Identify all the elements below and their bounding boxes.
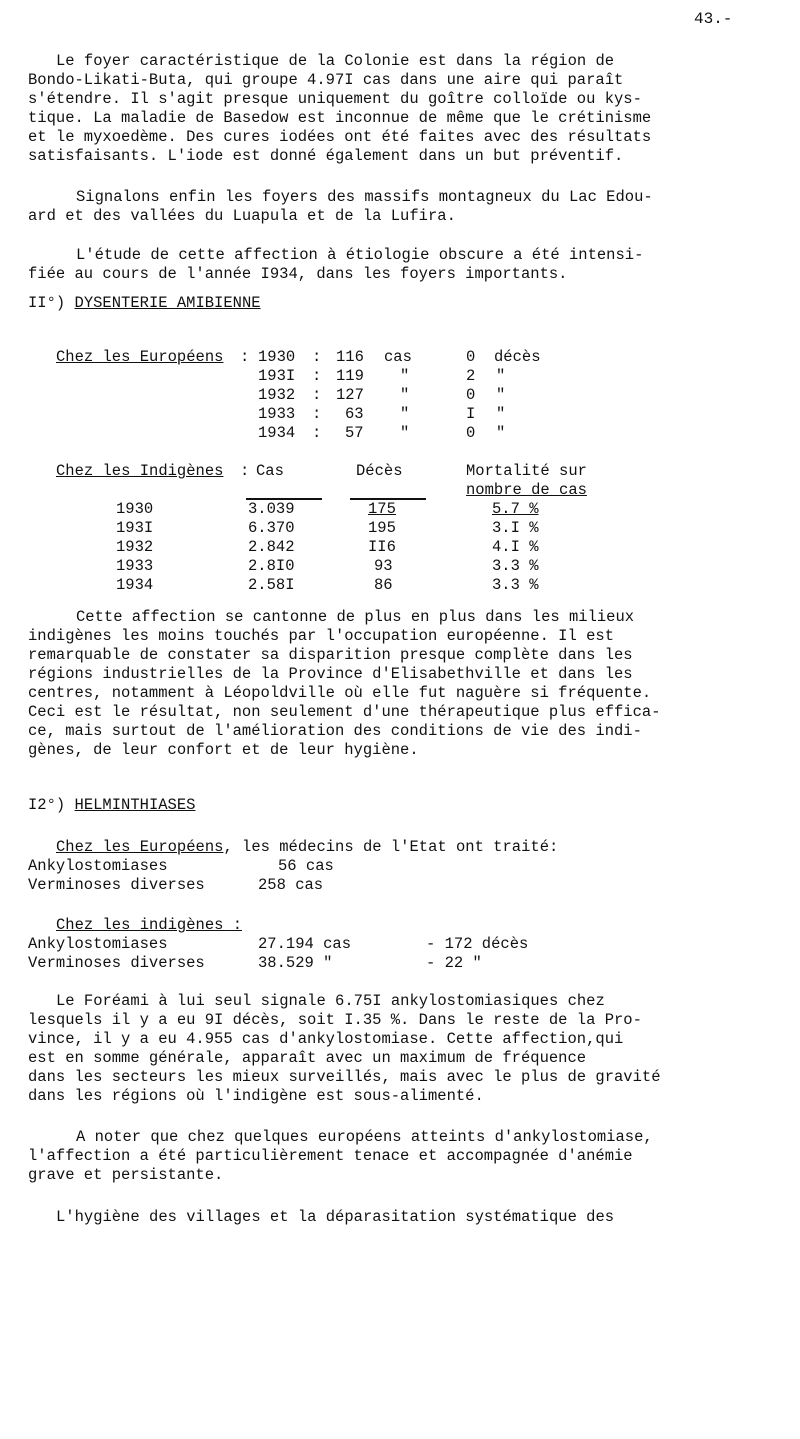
paragraph-european-cases: [28, 1128, 778, 1185]
year-cell: 1933: [116, 557, 154, 575]
section-number: II°): [28, 294, 66, 312]
section-number: I2°): [28, 796, 66, 814]
text-line: fiée au cours de l'année I934, dans les foyers importants.: [28, 265, 568, 283]
europeans-colon: :: [240, 348, 250, 366]
value-cell: 56 cas: [278, 857, 334, 875]
section-title: DYSENTERIE AMIBIENNE: [74, 294, 261, 312]
deaths-unit-cell: ": [496, 367, 506, 385]
year-cell: 1930: [258, 348, 296, 366]
paragraph-dysentery-discussion: [28, 608, 778, 760]
column-header-deaths: Décès: [356, 462, 403, 480]
indigenes-colon: :: [240, 462, 250, 480]
deaths-cell: - 172 décès: [426, 935, 529, 953]
europeans-intro-rest: , les médecins de l'Etat ont traité:: [223, 838, 559, 856]
deaths-unit-cell: ": [496, 405, 506, 423]
deaths-unit-cell: décès: [494, 348, 541, 366]
text-line: L'étude de cette affection à étiologie obscure a été intensi-: [76, 246, 644, 264]
cases-cell: 63: [345, 405, 364, 423]
rate-cell: 4.I %: [492, 538, 539, 556]
section-title: HELMINTHIASES: [74, 796, 196, 814]
paragraph-study: [28, 246, 778, 284]
paragraph-hygiene: [28, 1208, 778, 1227]
value-cell: 27.194 cas: [258, 935, 352, 953]
cases-cell: 127: [336, 386, 364, 404]
unit-cell: ": [400, 386, 410, 404]
cases-cell: 2.58I: [248, 576, 295, 594]
label-cell: Ankylostomiases: [28, 935, 168, 953]
text-line: et le myxoedème. Des cures iodées ont été faites avec des résultats: [28, 128, 652, 146]
section-heading-helminthiases: [28, 796, 195, 815]
text-line: l'affection a été particulièrement tenace et accompagnée d'anémie: [28, 1147, 633, 1165]
text-line: dans les régions où l'indigène est sous-alimenté.: [28, 1087, 484, 1105]
deaths-cell: 0: [466, 424, 476, 442]
unit-cell: ": [400, 424, 410, 442]
text-line: régions industrielles de la Province d'Elisabethville et dans les: [28, 665, 633, 683]
text-line: Le Foréami à lui seul signale 6.75I ankylostomiasiques chez: [56, 992, 605, 1010]
column-header-mortality-1: Mortalité sur: [466, 462, 587, 480]
europeans-intro-label: Chez les Européens: [56, 838, 224, 856]
deaths-cell: 93: [374, 557, 393, 575]
text-line: indigènes les moins touchés par l'occupation européenne. Il est: [28, 627, 614, 645]
label-cell: Verminoses diverses: [28, 954, 205, 972]
text-line: tique. La maladie de Basedow est inconnue de même que le crétinisme: [28, 109, 652, 127]
column-header-mortality-2: nombre de cas: [466, 481, 587, 499]
deaths-cell: 86: [374, 576, 393, 594]
rate-cell: 3.3 %: [492, 557, 539, 575]
paragraph-mountain-foyers: [28, 188, 778, 226]
deaths-cell: - 22 ": [426, 954, 482, 972]
year-cell: 1934: [116, 576, 154, 594]
paragraph-goitre-foyer: [28, 52, 778, 166]
text-line: est en somme générale, apparaît avec un maximum de fréquence: [28, 1049, 587, 1067]
text-line: ard et des vallées du Luapula et de la Lufira.: [28, 207, 456, 225]
year-cell: 1932: [258, 386, 296, 404]
page-number: 43.-: [694, 10, 733, 28]
text-line: remarquable de constater sa disparition presque complète dans les: [28, 646, 633, 664]
deaths-cell: II6: [368, 538, 396, 556]
rate-cell: 5.7 %: [492, 500, 539, 518]
deaths-cell: 175: [368, 500, 396, 518]
unit-cell: ": [400, 405, 410, 423]
year-cell: 193I: [258, 367, 296, 385]
colon-cell: :: [312, 424, 322, 442]
year-cell: 1934: [258, 424, 296, 442]
cases-cell: 2.842: [248, 538, 295, 556]
unit-cell: cas: [384, 348, 412, 366]
text-line: A noter que chez quelques européens atteints d'ankylostomiase,: [76, 1128, 653, 1146]
text-line: vince, il y a eu 4.955 cas d'ankylostomiase. Cette affection,qui: [28, 1030, 624, 1048]
deaths-cell: I: [466, 405, 476, 423]
cases-cell: 57: [345, 424, 364, 442]
label-cell: Ankylostomiases: [28, 857, 168, 875]
year-cell: 1932: [116, 538, 154, 556]
rate-cell: 3.I %: [492, 519, 539, 537]
cases-cell: 119: [336, 367, 364, 385]
text-line: s'étendre. Il s'agit presque uniquement du goître colloïde ou kys-: [28, 90, 642, 108]
year-cell: 1933: [258, 405, 296, 423]
colon-cell: :: [312, 405, 322, 423]
deaths-cell: 2: [466, 367, 476, 385]
deaths-unit-cell: ": [496, 386, 506, 404]
text-line: Bondo-Likati-Buta, qui groupe 4.97I cas dans une aire qui paraît: [28, 71, 624, 89]
deaths-unit-cell: ": [496, 424, 506, 442]
column-header-cases: Cas: [256, 462, 284, 480]
text-line: Cette affection se cantonne de plus en plus dans les milieux: [76, 608, 635, 626]
cases-cell: 116: [336, 348, 364, 366]
cases-cell: 3.039: [248, 500, 295, 518]
text-line: ce, mais surtout de l'amélioration des conditions de vie des indi-: [28, 722, 642, 740]
colon-cell: :: [312, 367, 322, 385]
deaths-cell: 195: [368, 519, 396, 537]
europeans-label: Chez les Européens: [56, 348, 224, 366]
colon-cell: :: [312, 386, 322, 404]
text-line: lesquels il y a eu 9I décès, soit I.35 %. Dans le reste de la Pro-: [28, 1011, 642, 1029]
year-cell: 193I: [116, 519, 154, 537]
cases-cell: 2.8I0: [248, 557, 295, 575]
section-heading-dysentery: [28, 294, 261, 313]
rate-cell: 3.3 %: [492, 576, 539, 594]
text-line: Le foyer caractéristique de la Colonie est dans la région de: [56, 52, 615, 70]
label-cell: Verminoses diverses: [28, 876, 205, 894]
colon-cell: :: [312, 348, 322, 366]
deaths-cell: 0: [466, 348, 476, 366]
text-line: dans les secteurs les mieux surveillés, mais avec le plus de gravité: [28, 1068, 661, 1086]
text-line: centres, notamment à Léopoldville où elle fut naguère si fréquente.: [28, 684, 652, 702]
text-line: satisfaisants. L'iode est donné également dans un but préventif.: [28, 147, 624, 165]
value-cell: 38.529 ": [258, 954, 333, 972]
indigenes-label: Chez les Indigènes: [56, 462, 224, 480]
value-cell: 258 cas: [258, 876, 324, 894]
text-line: gènes, de leur confort et de leur hygiène.: [28, 741, 419, 759]
text-line: Signalons enfin les foyers des massifs montagneux du Lac Edou-: [76, 188, 653, 206]
paragraph-foreami: [28, 992, 778, 1106]
text-line: L'hygiène des villages et la déparasitation systématique des: [56, 1208, 615, 1226]
cases-cell: 6.370: [248, 519, 295, 537]
text-line: grave et persistante.: [28, 1166, 224, 1184]
deaths-cell: 0: [466, 386, 476, 404]
indigenes-label: Chez les indigènes :: [56, 916, 243, 934]
text-line: Ceci est le résultat, non seulement d'une thérapeutique plus effica-: [28, 703, 661, 721]
year-cell: 1930: [116, 500, 154, 518]
unit-cell: ": [400, 367, 410, 385]
europeans-intro: [56, 838, 558, 857]
